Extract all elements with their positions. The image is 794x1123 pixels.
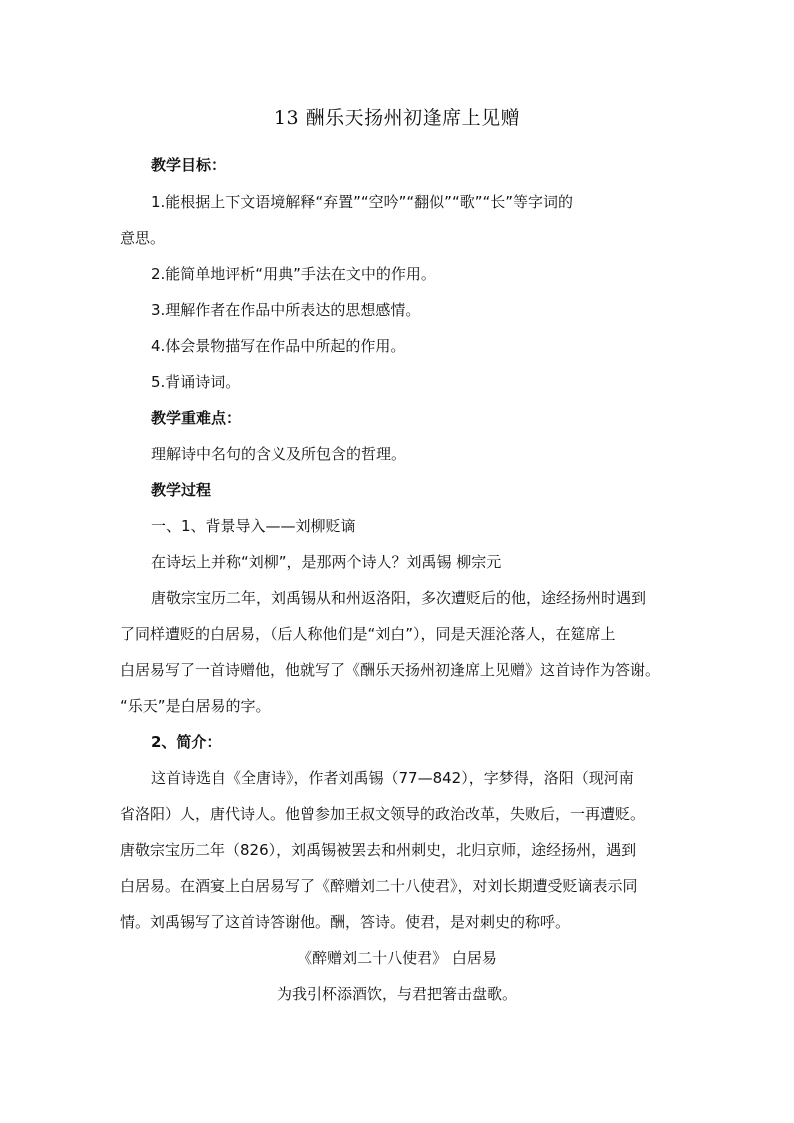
background-para-line-1: 唐敬宗宝历二年，刘禹锡从和州返洛阳，多次遭贬后的他，途经扬州时遇到 xyxy=(151,589,647,607)
poem-verse-1: 为我引杯添酒饮，与君把箸击盘歌。 xyxy=(276,985,517,1003)
intro-para-line-3: 唐敬宗宝历二年（826），刘禹锡被罢去和州刺史，北归京师，途经扬州，遇到 xyxy=(120,841,637,859)
process-heading: 教学过程 xyxy=(151,481,212,499)
process-step-2: 2、简介： xyxy=(151,733,222,751)
objective-1-line-1: 1.能根据上下文语境解释“弃置”“空吟”“翻似”“歌”“长”等字词的 xyxy=(151,193,574,211)
background-para-line-3: 白居易写了一首诗赠他，他就写了《酬乐天扬州初逢席上见赠》这首诗作为答谢。 xyxy=(120,661,661,679)
objective-3: 3.理解作者在作品中所表达的思想感情。 xyxy=(151,301,421,319)
background-para-line-4: “乐天”是白居易的字。 xyxy=(120,697,271,715)
intro-para-line-1: 这首诗选自《全唐诗》，作者刘禹锡（77—842），字梦得，洛阳（现河南 xyxy=(151,769,634,787)
objective-4: 4.体会景物描写在作品中所起的作用。 xyxy=(151,337,406,355)
page-title: 13 酬乐天扬州初逢席上见赠 xyxy=(273,107,521,129)
objective-1-line-2: 意思。 xyxy=(120,229,166,247)
background-para-line-2: 了同样遭贬的白居易，（后人称他们是“刘白”），同是天涯沦落人，在筵席上 xyxy=(120,625,616,643)
process-step-1: 一、1、背景导入——刘柳贬谪 xyxy=(151,517,356,535)
intro-question: 在诗坛上并称“刘柳”，是那两个诗人？刘禹锡 柳宗元 xyxy=(151,553,502,571)
objective-5: 5.背诵诗词。 xyxy=(151,373,241,391)
poem-title-line: 《醉赠刘二十八使君》 白居易 xyxy=(297,949,497,967)
intro-para-line-2: 省洛阳）人，唐代诗人。他曾参加王叔文领导的政治改革，失败后，一再遭贬。 xyxy=(120,805,646,823)
key-points-text: 理解诗中名句的含义及所包含的哲理。 xyxy=(151,445,407,463)
objectives-heading: 教学目标： xyxy=(151,156,227,174)
intro-para-line-5: 情。刘禹锡写了这首诗答谢他。酬，答诗。使君，是对刺史的称呼。 xyxy=(120,913,571,931)
intro-para-line-4: 白居易。在酒宴上白居易写了《醉赠刘二十八使君》，对刘长期遭受贬谪表示同 xyxy=(120,877,638,895)
key-points-heading: 教学重难点： xyxy=(151,409,242,427)
objective-2: 2.能简单地评析“用典”手法在文中的作用。 xyxy=(151,265,436,283)
